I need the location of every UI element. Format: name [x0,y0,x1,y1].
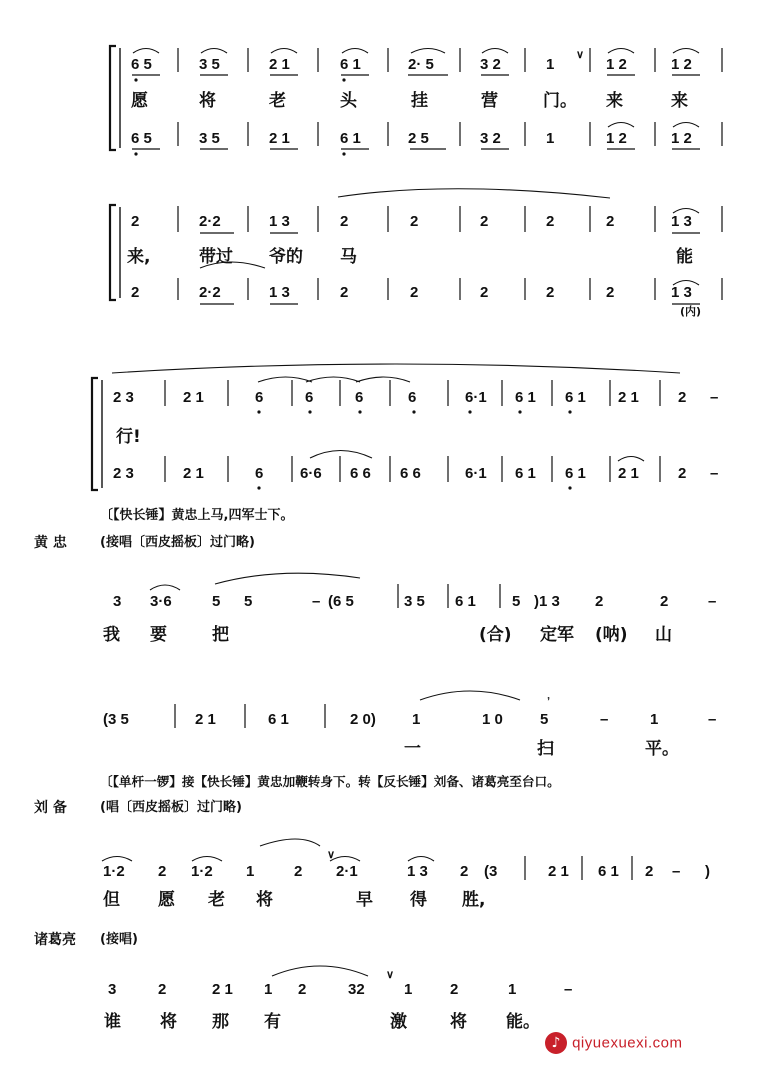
note-group: 3 [108,981,117,998]
note-group: (3 [484,863,498,880]
note-group: 2 1 [212,981,233,998]
note-group: 3 5 [404,593,425,610]
lyric: 能 [676,247,693,267]
note-group: 1·2 [191,863,213,880]
role-name: 黄 忠 [34,535,67,551]
note-group: 1 2 [606,130,627,147]
note-group: – [710,465,719,482]
lyric: 挂 [411,91,428,111]
note-group: 5 [540,711,549,728]
lyric: 扫 [537,739,554,759]
note-group: 3 2 [480,56,501,73]
lyric: 但 [103,890,120,910]
note-group: 2 [678,465,687,482]
note-group: 6 [408,389,417,406]
svg-text:∨: ∨ [327,849,336,861]
note-group: 6·6 [300,465,322,482]
note-group: )1 3 [534,593,560,610]
note-group: 1 2 [606,56,627,73]
note-group: 5 [244,593,253,610]
note-group: 5 [512,593,521,610]
note-group: 2 [660,593,669,610]
lyric: 将 [199,91,216,111]
note-group: (3 5 [103,711,129,728]
lyric: 将 [450,1012,467,1032]
note-group: 2 [678,389,687,406]
note-group: 32 [348,981,365,998]
note-group: 6 1 [340,130,361,147]
note-group: – [564,981,573,998]
lyric: 要 [150,625,167,645]
lyric: 早 [356,890,373,910]
lyric: 能。 [506,1012,540,1032]
lyric: 我 [103,625,120,645]
slurs-and-beams [102,49,702,977]
note-group: 2 [340,284,349,301]
note-group: 1 3 [407,863,428,880]
note-group: 1 2 [671,56,692,73]
lyric: 行! [116,427,141,447]
lyric: 将 [256,890,273,910]
svg-text:∨: ∨ [386,969,395,981]
note-group: 3 2 [480,130,501,147]
note-group: 6 1 [455,593,476,610]
note-group: 6·1 [465,465,487,482]
lyric: 有 [264,1012,281,1032]
lyric: 激 [390,1012,407,1032]
svg-text:∨: ∨ [576,49,585,61]
lyric: 定军 [540,625,574,645]
note-group: 3 5 [199,56,220,73]
note-group: 2 [410,213,419,230]
note-group: 2 [410,284,419,301]
note-group: 2 1 [269,56,290,73]
note-group: 6 1 [515,465,536,482]
note-group: 6 [255,465,264,482]
note-group: 6 1 [565,465,586,482]
role-name: 诸葛亮 [34,932,76,948]
note-group: 6 1 [340,56,361,73]
note-group: 3·6 [150,593,172,610]
note-group: 1 [404,981,413,998]
note-group: 2·2 [199,284,221,301]
note-group: – [672,863,681,880]
note-group: 1·2 [103,863,125,880]
note-group: 1 [650,711,659,728]
lyric: (合) [479,625,512,645]
note-group: 6 [305,389,314,406]
brackets [92,46,120,490]
lyric: 马 [340,247,357,267]
lyric: 带过 [199,247,233,267]
note-group: 2 [340,213,349,230]
note-group: – [600,711,609,728]
lyric: 把 [212,625,229,645]
note-group: 2 1 [183,465,204,482]
singing-direction: (接唱) [100,932,138,947]
note-group: 3 5 [199,130,220,147]
note-group: 2 [606,284,615,301]
performance-note: (内) [680,305,702,318]
note-group: 2 [595,593,604,610]
lyric: 来, [127,247,151,267]
note-group: 2 1 [183,389,204,406]
singing-direction: (唱〔西皮摇板〕过门略) [100,800,242,815]
note-group: 2·1 [336,863,358,880]
note-group: 2 [645,863,654,880]
note-group: 2 [450,981,459,998]
note-group: 2 5 [408,130,429,147]
lyric: 愿 [131,91,148,111]
note-group: 2 [460,863,469,880]
note-group: – [312,593,321,610]
lyric: (呐) [595,625,628,645]
note-group: 2 3 [113,465,134,482]
note-group: 6 5 [131,56,152,73]
note-group: 6 1 [565,389,586,406]
note-group: 2 1 [618,389,639,406]
note-group: 6 [255,389,264,406]
note-group: 3 [113,593,122,610]
note-group: 6 6 [400,465,421,482]
music-note-icon: ♪ [545,1032,567,1054]
note-group: 2· 5 [408,56,434,73]
singing-direction: (接唱〔西皮摇板〕过门略) [100,535,255,550]
note-group: 6 5 [131,130,152,147]
stage-direction: 〔【单杆一锣】接【快长锤】黄忠加鞭转身下。转【反长锤】刘备、诸葛亮至台口。 [100,774,560,789]
note-group: 1 [546,56,555,73]
bar-lines [165,48,722,880]
lyric: 老 [269,91,286,111]
lyric: 山 [655,625,672,645]
note-group: 2 [606,213,615,230]
note-group: – [708,593,717,610]
note-group: 1 [412,711,421,728]
lyric: 门。 [543,91,577,111]
note-group: – [708,711,717,728]
note-group: 1 3 [671,213,692,230]
stage-direction: 〔【快长锤】黄忠上马,四军士下。 [100,508,294,523]
note-group: 2 0) [350,711,376,728]
note-group: 6 1 [598,863,619,880]
lyric: 将 [160,1012,177,1032]
lyric: 营 [481,91,498,111]
lyric: 头 [340,91,357,111]
lyric: 一 [404,739,421,759]
note-group: ) [705,863,710,880]
watermark-text: qiyuexuexi.com [572,1034,683,1052]
note-group: 1 2 [671,130,692,147]
note-group: 1 [546,130,555,147]
note-group: 1 0 [482,711,503,728]
note-group: (6 5 [328,593,354,610]
note-group: 1 3 [269,213,290,230]
lyric: 得 [410,890,427,910]
note-group: – [710,389,719,406]
note-group: 6 1 [268,711,289,728]
note-group: 6 1 [515,389,536,406]
note-group: 2 [298,981,307,998]
note-group: 2 1 [548,863,569,880]
note-group: 5 [212,593,221,610]
note-group: 2 [546,284,555,301]
lyric: 来 [671,91,688,111]
note-group: 1 [246,863,255,880]
octave-dots [134,78,571,489]
lyric: 来 [606,91,623,111]
note-group: 2 [546,213,555,230]
role-name: 刘 备 [34,800,67,816]
svg-text:ʼ: ʼ [547,696,551,708]
note-group: 2 [131,213,140,230]
lyric: 谁 [104,1012,121,1032]
note-group: 1 3 [269,284,290,301]
note-group: 6 [355,389,364,406]
note-group: 6 6 [350,465,371,482]
lyric: 老 [208,890,225,910]
note-group: 2 1 [618,465,639,482]
lyric: 愿 [158,890,175,910]
note-group: 2 [131,284,140,301]
note-group: 2 [158,981,167,998]
note-group: 2 1 [269,130,290,147]
note-group: 2 [294,863,303,880]
note-group: 2 [158,863,167,880]
note-group: 2 [480,213,489,230]
note-group: 1 3 [671,284,692,301]
lyric: 平。 [645,739,679,759]
note-group: 1 [264,981,273,998]
note-group: 2 [480,284,489,301]
note-group: 1 [508,981,517,998]
lyric: 胜, [462,890,486,910]
note-group: 2 3 [113,389,134,406]
note-group: 2·2 [199,213,221,230]
lyric: 爷的 [269,247,303,267]
lyric: 那 [212,1012,229,1032]
note-group: 6·1 [465,389,487,406]
note-group: 2 1 [195,711,216,728]
